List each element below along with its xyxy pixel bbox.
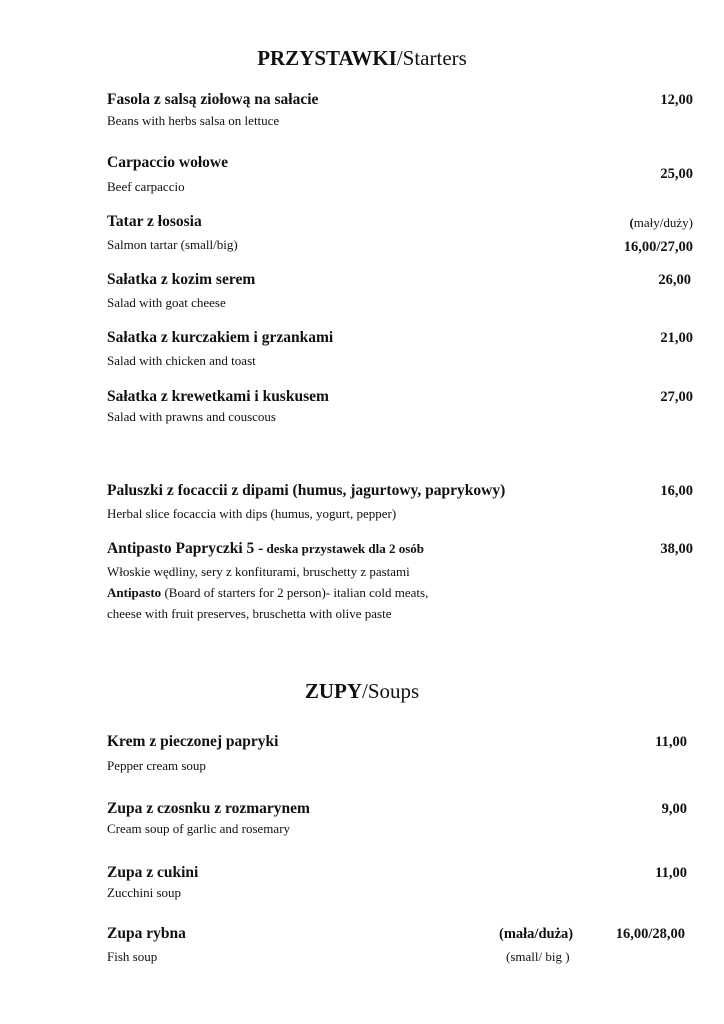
menu-item-price: 9,00 — [661, 801, 687, 817]
menu-item-translation: Pepper cream soup — [107, 758, 206, 773]
menu-item-translation: Beans with herbs salsa on lettuce — [107, 113, 280, 128]
menu-item-price: 38,00 — [660, 541, 693, 557]
menu-item-name: Sałatka z krewetkami i kuskusem — [107, 388, 329, 405]
menu-item-translation: Beef carpaccio — [107, 179, 185, 194]
menu-item-price: 16,00/27,00 — [623, 239, 693, 255]
menu-item-price: 12,00 — [660, 92, 693, 108]
menu-item-name: Paluszki z focaccii z dipami (humus, jagurtowy, paprykowy) — [107, 482, 506, 499]
menu-item-translation: Fish soup — [107, 949, 158, 964]
menu-item-price: 11,00 — [655, 865, 687, 881]
menu-item-price: 27,00 — [660, 389, 693, 405]
menu-item-size: (mała/duża) — [499, 926, 574, 942]
menu-item-name: Antipasto Papryczki 5 - deska przystawek dla 2 osób — [107, 540, 425, 557]
menu-item-name: Sałatka z kurczakiem i grzankami — [107, 329, 334, 346]
menu-item-name: Carpaccio wołowe — [107, 154, 228, 171]
menu-item-translation: Salad with goat cheese — [107, 295, 226, 310]
soups-heading — [0, 679, 724, 704]
menu-item-translation: Herbal slice focaccia with dips (humus, yogurt, pepper) — [107, 506, 397, 521]
menu-item-name: Zupa z czosnku z rozmarynem — [107, 800, 310, 817]
menu-item-description: cheese with fruit preserves, bruschetta with olive paste — [107, 606, 392, 621]
menu-item-price: 25,00 — [660, 166, 693, 182]
menu-item-name: Zupa rybna — [107, 925, 186, 942]
menu-item-size-translation: (small/ big ) — [506, 949, 570, 964]
menu-item-price: 26,00 — [658, 272, 691, 288]
menu-item-name: Zupa z cukini — [107, 864, 199, 881]
menu-item-price: 21,00 — [660, 330, 693, 346]
menu-item-name: Tatar z łososia — [107, 213, 202, 230]
menu-item-size: (mały/duży) — [629, 215, 693, 230]
menu-item-name: Sałatka z kozim serem — [107, 271, 256, 288]
menu-item-description: Antipasto (Board of starters for 2 person)- italian cold meats, — [107, 585, 429, 600]
soups-title-pl: ZUPY — [304, 679, 362, 703]
menu-item-description: Włoskie wędliny, sery z konfiturami, bruschetty z pastami — [107, 564, 410, 579]
menu-item-name: Fasola z salsą ziołową na sałacie — [107, 91, 319, 108]
menu-item-price: 11,00 — [655, 734, 687, 750]
menu-item-translation: Salmon tartar (small/big) — [107, 237, 238, 252]
menu-item-name: Krem z pieczonej papryki — [107, 733, 279, 750]
menu-item-translation: Zucchini soup — [107, 885, 182, 900]
menu-item-translation: Salad with prawns and couscous — [107, 409, 276, 424]
starters-title-en: /Starters — [396, 46, 467, 70]
menu-item-price: 16,00 — [660, 483, 693, 499]
soups-title-en: /Soups — [361, 679, 420, 703]
starters-title-pl: PRZYSTAWKI — [257, 46, 397, 70]
menu-item-translation: Salad with chicken and toast — [107, 353, 256, 368]
starters-heading — [0, 46, 724, 71]
menu-item-translation: Cream soup of garlic and rosemary — [107, 821, 291, 836]
menu-item-price: 16,00/28,00 — [615, 926, 685, 942]
